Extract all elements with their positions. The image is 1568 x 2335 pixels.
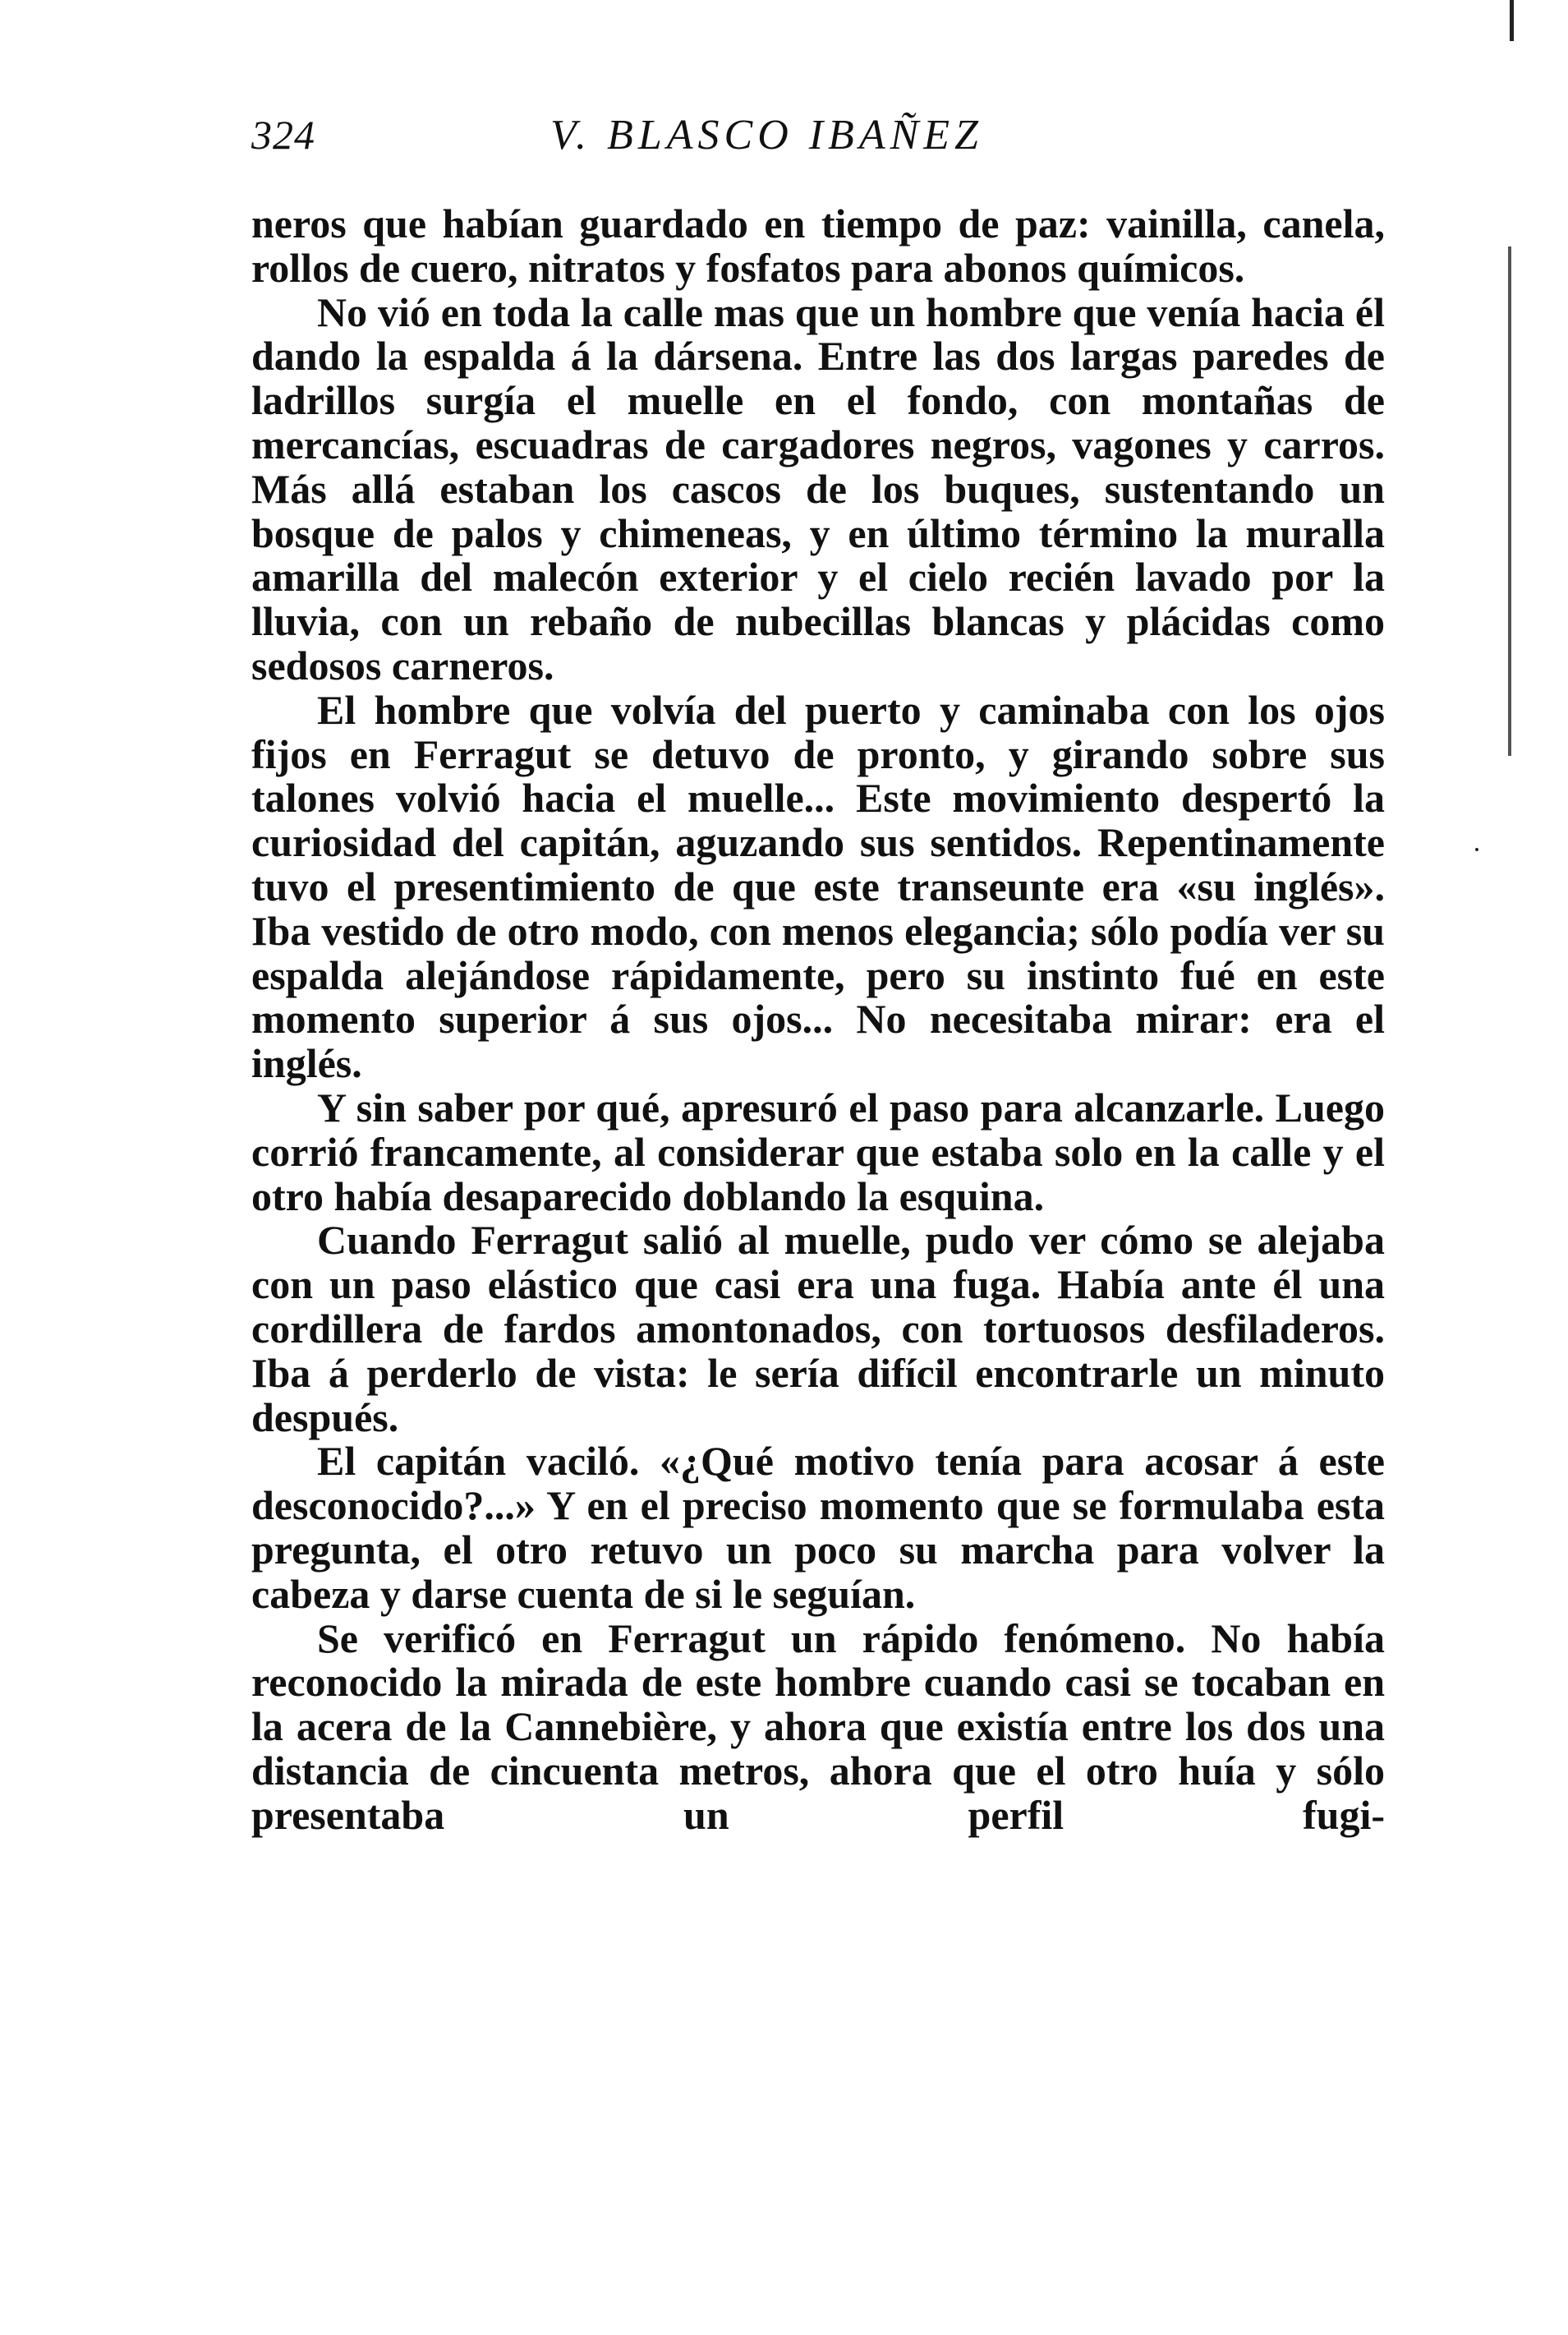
body-text (251, 202, 1385, 1837)
running-head: V. BLASCO IBAÑEZ (550, 112, 983, 159)
scan-speck (1475, 848, 1478, 851)
page-number: 324 (251, 112, 315, 158)
scan-edge-mark (1508, 246, 1511, 756)
paragraph: Cuando Ferragut salió al muelle, pudo ver cómo se alejaba con un paso elástico que casi era una fuga. Había ante él una cordillera de fardos amontonados, con tortuosos desfiladeros. Iba á perderlo de vista: le sería difícil encontrarle un minuto después. (251, 1217, 1385, 1440)
paragraph: Se verificó en Ferragut un rápido fenómeno. No había reconocido la mirada de este hombre cuando casi se tocaban en la acera de la Cannebière, y ahora que existía entre los dos una distancia de cincuenta metros, ahora que el otro huía y sólo presentaba un perfil fugi- (251, 1614, 1385, 1838)
scan-edge-mark (1510, 0, 1514, 41)
paragraph: El hombre que volvía del puerto y caminaba con los ojos fijos en Ferragut se detuvo de pronto, y girando sobre sus talones volvió hacia el muelle... Este movimiento despertó la curiosidad del capitán, aguzando sus sentidos. Repentinamente tuvo el presentimiento de que este transeunte era «su inglés». Iba vestido de otro modo, con menos elegancia; sólo podía ver su espalda alejándose rápidamente, pero su instinto fué en este momento superior á sus ojos... No necesitaba mirar: era el inglés. (251, 686, 1385, 1087)
paragraph: El capitán vaciló. «¿Qué motivo tenía para acosar á este desconocido?...» Y en el preciso momento que se formulaba esta pregunta, el otro retuvo un poco su marcha para volver la cabeza y darse cuenta de si le seguían. (251, 1438, 1385, 1617)
page-header (251, 111, 1385, 168)
paragraph: Y sin saber por qué, apresuró el paso para alcanzarle. Luego corrió francamente, al considerar que estaba solo en la calle y el otro había desaparecido doblando la esquina. (251, 1084, 1385, 1219)
paragraph: neros que habían guardado en tiempo de paz: vainilla, canela, rollos de cuero, nitratos y fosfatos para abonos químicos. (251, 200, 1385, 291)
paragraph: No vió en toda la calle mas que un hombre que venía hacia él dando la espalda á la dársena. Entre las dos largas paredes de ladrillos surgía el muelle en el fondo, con montañas de mercancías, escuadras de cargadores negros, vagones y carros. Más allá estaban los cascos de los buques, sustentando un bosque de palos y chimeneas, y en último término la muralla amarilla del malecón exterior y el cielo recién lavado por la lluvia, con un rebaño de nubecillas blancas y plácidas como sedosos carneros. (251, 288, 1385, 689)
